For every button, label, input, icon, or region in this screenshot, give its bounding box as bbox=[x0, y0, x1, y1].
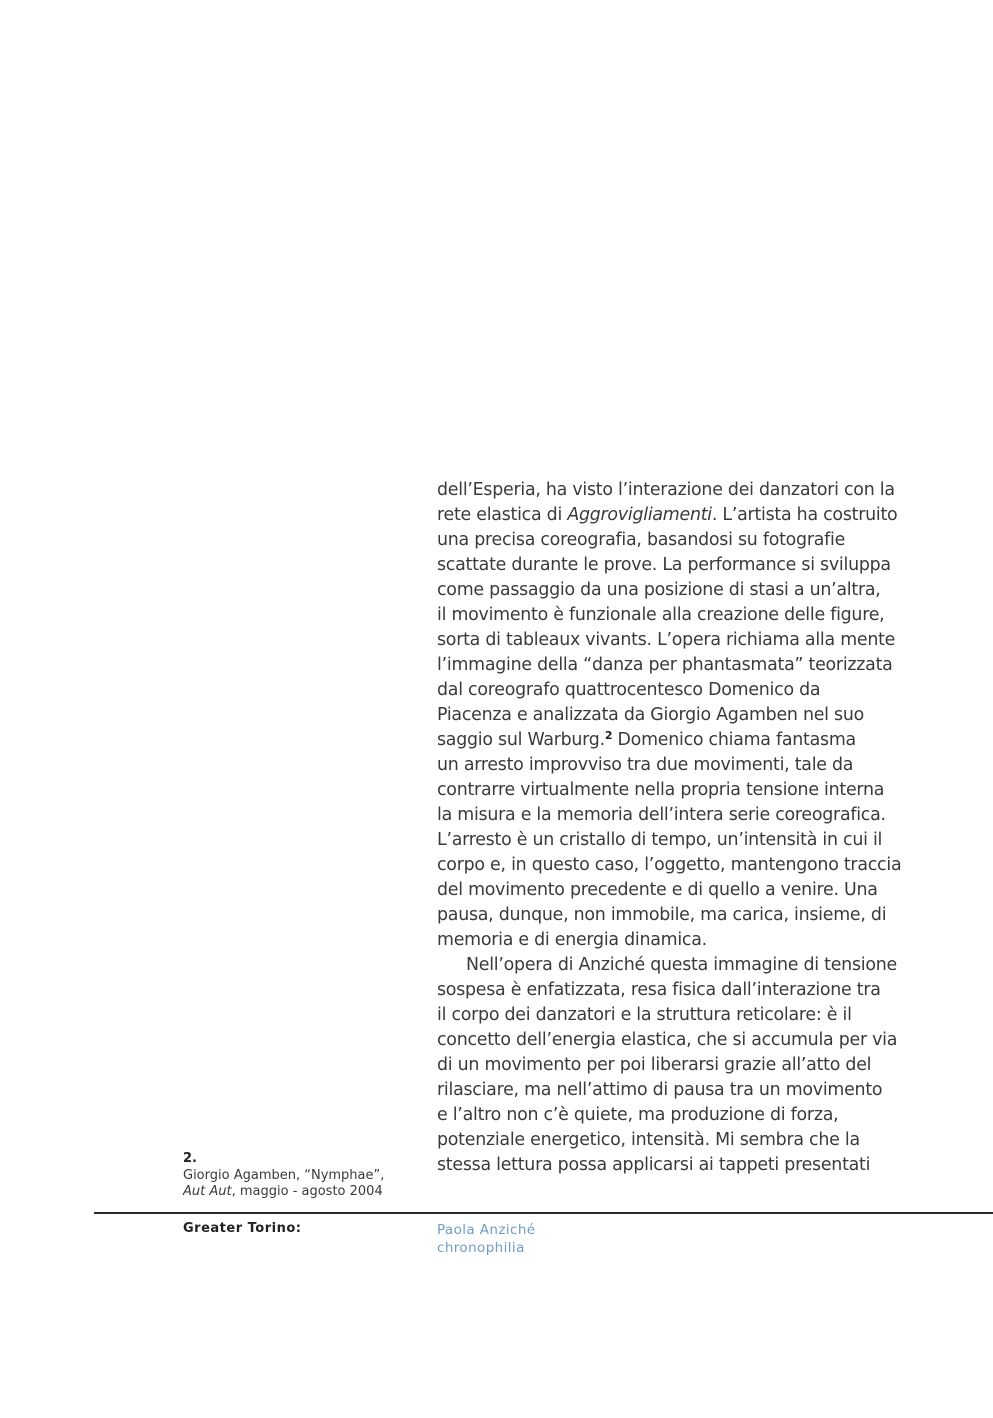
footer-credit bbox=[437, 1221, 536, 1257]
text-line: dell’Esperia, ha visto l’interazione dei danzatori con la bbox=[437, 480, 895, 500]
text-line: Piacenza e analizzata da Giorgio Agamben nel suo bbox=[437, 705, 865, 725]
footer-section-title: Greater Torino: bbox=[183, 1221, 302, 1236]
text-line: scattate durante le prove. La performance si sviluppa bbox=[437, 555, 891, 575]
text-line: una precisa coreografia, basandosi su fotografie bbox=[437, 530, 846, 550]
text-line: corpo e, in questo caso, l’oggetto, mantengono traccia bbox=[437, 855, 902, 875]
text-line bbox=[437, 728, 912, 753]
footnote-number: 2. bbox=[183, 1151, 197, 1166]
text-line: stessa lettura possa applicarsi ai tappeti presentati bbox=[437, 1155, 871, 1175]
text-line: un arresto improvviso tra due movimenti, tale da bbox=[437, 755, 854, 775]
footer-work-title: chronophilia bbox=[437, 1240, 525, 1256]
footnote bbox=[183, 1151, 413, 1201]
text-line: l’immagine della “danza per phantasmata” teorizzata bbox=[437, 655, 893, 675]
footnote-source-detail: , maggio - agosto 2004 bbox=[231, 1184, 383, 1199]
text-line: memoria e di energia dinamica. bbox=[437, 930, 707, 950]
text-line: contrarre virtualmente nella propria tensione interna bbox=[437, 780, 885, 800]
footer-rule bbox=[94, 1212, 993, 1214]
text-line: potenziale energetico, intensità. Mi sembra che la bbox=[437, 1130, 860, 1150]
text-line bbox=[437, 503, 912, 528]
text-line: sorta di tableaux vivants. L’opera richiama alla mente bbox=[437, 630, 896, 650]
text-line-paragraph-start: Nell’opera di Anziché questa immagine di tensione bbox=[466, 955, 897, 975]
text-fragment: Domenico chiama fantasma bbox=[612, 730, 856, 750]
text-fragment: . L’artista ha costruito bbox=[711, 505, 898, 525]
artwork-title: Aggrovigliamenti bbox=[567, 505, 712, 525]
text-line: L’arresto è un cristallo di tempo, un’intensità in cui il bbox=[437, 830, 883, 850]
footnote-source-title: Aut Aut bbox=[183, 1184, 232, 1199]
text-line: e l’altro non c’è quiete, ma produzione di forza, bbox=[437, 1105, 839, 1125]
text-line: il movimento è funzionale alla creazione delle figure, bbox=[437, 605, 885, 625]
footnote-reference[interactable]: 2 bbox=[604, 728, 613, 742]
footnote-line bbox=[183, 1184, 413, 1201]
text-line: pausa, dunque, non immobile, ma carica, insieme, di bbox=[437, 905, 887, 925]
text-line: di un movimento per poi liberarsi grazie all’atto del bbox=[437, 1055, 872, 1075]
text-fragment: rete elastica di bbox=[437, 505, 568, 525]
text-line: sospesa è enfatizzata, resa fisica dall’interazione tra bbox=[437, 980, 881, 1000]
footer-author: Paola Anziché bbox=[437, 1222, 536, 1238]
text-line: la misura e la memoria dell’intera serie coreografica. bbox=[437, 805, 886, 825]
text-line: dal coreografo quattrocentesco Domenico da bbox=[437, 680, 821, 700]
footnote-line: Giorgio Agamben, “Nymphae”, bbox=[183, 1167, 385, 1183]
text-line: del movimento precedente e di quello a venire. Una bbox=[437, 880, 878, 900]
text-line: come passaggio da una posizione di stasi a un’altra, bbox=[437, 580, 881, 600]
text-line: rilasciare, ma nell’attimo di pausa tra un movimento bbox=[437, 1080, 883, 1100]
text-fragment: saggio sul Warburg. bbox=[437, 730, 605, 750]
text-line: concetto dell’energia elastica, che si accumula per via bbox=[437, 1030, 898, 1050]
text-line: il corpo dei danzatori e la struttura reticolare: è il bbox=[437, 1005, 852, 1025]
body-text bbox=[437, 478, 912, 1178]
